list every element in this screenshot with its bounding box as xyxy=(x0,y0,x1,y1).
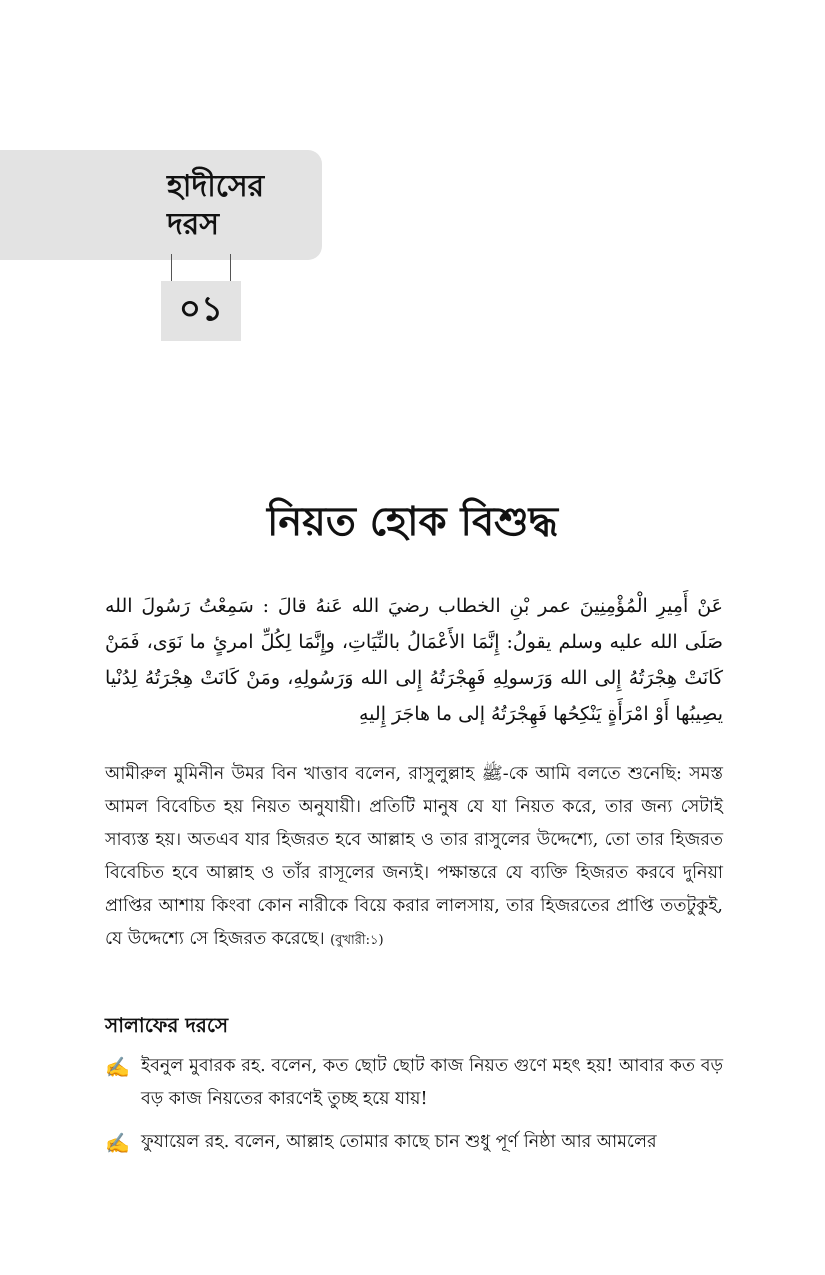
page-title: নিয়ত হোক বিশুদ্ধ xyxy=(266,498,559,545)
chapter-number: ০১ xyxy=(161,281,241,341)
translation-text: আমীরুল মুমিনীন উমর বিন খাত্তাব বলেন, রাসুলুল্লাহ ﷺ-কে আমি বলতে শুনেছি: সমস্ত আমল বিবেচিত হয় নিয়ত অনুযায়ী। প্রতিটি মানুষ যে যা নিয়ত করে, তার জন্য সেটাই সাব্যস্ত হয়। অতএব যার হিজরত হবে আল্লাহ ও তার রাসুলের উদ্দেশ্যে, তো তার হিজরত বিবেচিত হবে আল্লাহ ও তাঁর রাসূলের জন্যই। পক্ষান্তরে যে ব্যক্তি হিজরত করবে দুনিয়া প্রাপ্তির আশায় কিংবা কোন নারীকে বিয়ে করার লালসায়, তার হিজরতের প্রাপ্তি ততটুকুই, যে উদ্দেশ্যে সে হিজরত করেছে। xyxy=(105,764,723,949)
quote-text: ইবনুল মুবারক রহ. বলেন, কত ছোট ছোট কাজ নিয়ত গুণে মহৎ হয়! আবার কত বড় বড় কাজ নিয়তের কারণেই তুচ্ছ হয়ে যায়! xyxy=(141,1056,723,1109)
list-item xyxy=(105,1126,723,1159)
chapter-label-line2: দরস xyxy=(167,207,220,242)
chapter-label xyxy=(167,168,317,244)
quill-pen-icon: ✍ xyxy=(105,1131,130,1155)
source-reference: (বুখারী:১) xyxy=(330,933,384,948)
chapter-label-line1: হাদীসের xyxy=(167,169,265,204)
list-item xyxy=(105,1050,723,1116)
hadith-translation xyxy=(105,758,723,957)
quote-text: ফুযায়েল রহ. বলেন, আল্লাহ তোমার কাছে চান শুধু পূর্ণ নিষ্ঠা আর আমলের xyxy=(141,1132,657,1152)
quill-pen-icon: ✍ xyxy=(105,1055,130,1079)
salaf-quote-list xyxy=(105,1050,723,1169)
section-heading: সালাফের দরসে xyxy=(105,1013,229,1037)
hadith-arabic-text: عَنْ أَمِيرِ الْمُؤْمِنِينَ عمر بْنِ الخطاب رضيَ الله عَنهُ قالَ : سَمِعْتُ رَسُولَ الله صَلَى الله عليه وسلم يقولُ: إِنَّمَا الأَعْمَالُ بالنِّيَاتِ، وإِنَّمَا لِكُلِّ امرئٍ ما نَوَى، فَمَنْ كَانَتْ هِجْرَتُهُ إِلى الله وَرَسولِهِ فَهِجْرَتُهُ إِلى الله وَرَسُولِهِ، ومَنْ كَانَتْ هِجْرَتُهُ لِدُنْيا يصِيبُها أَوْ امْرَأَةٍ يَنْكِحُها فَهِجْرَتُهُ إلى ما هاجَرَ إِليهِ xyxy=(105,595,723,725)
